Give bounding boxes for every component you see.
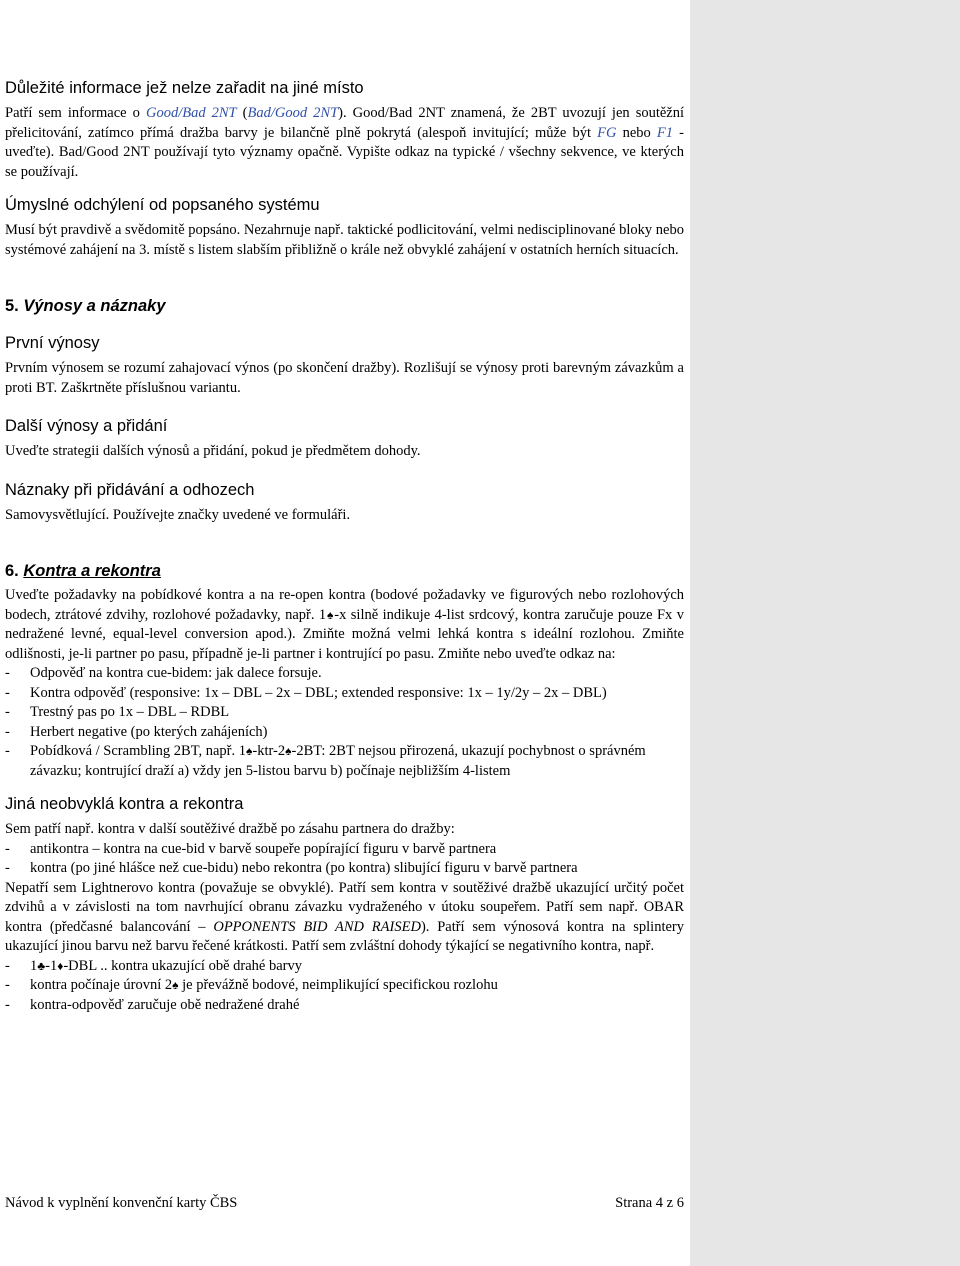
term-good-bad: Good/Bad 2NT [145,105,237,121]
spade-icon: ♠ [285,744,292,758]
list-item: - kontra-odpověď zaručuje obě nedražené drahé [5,996,684,1016]
negative-double-list [5,957,684,1016]
list-item: - Trestný pas po 1x – DBL – RDBL [5,703,684,723]
list-item: - Herbert negative (po kterých zahájeních) [5,723,684,743]
paragraph: Patří sem informace o Good/Bad 2NT (Bad/Good 2NT). Good/Bad 2NT znamená, že 2BT uvozují jen soutěžní přelicitování, zatímco přímá dražba barvy je bilančně plně pokrytá (alespoň invitující; může být FG nebo F1 - uveďte). Bad/Good 2NT používají tyto významy opačně. Vypište odkaz na typické / všechny sekvence, ve kterých se používají. [5,105,685,180]
section-heading: Další výnosy a přidání [5,417,168,435]
unusual-double-list [5,840,684,879]
club-icon: ♣ [37,958,46,973]
spade-icon: ♠ [326,607,335,622]
double-list [5,664,684,781]
list-item: - Odpověď na kontra cue-bidem: jak dalece forsuje. [5,664,684,684]
list-item: - antikontra – kontra na cue-bid v barvě soupeře popírající figuru v barvě partnera [5,840,684,860]
paragraph: Samovysvětlující. Používejte značky uvedené ve formuláři. [5,506,351,523]
paragraph: Musí být pravdivě a svědomitě popsáno. Nezahrnuje např. taktické podlicitování, velmi nedisciplinované bloky nebo systémové zahájení na 3. místě s listem slabším přibližně o krále než obvyklé zahájení v ostatních herních situacích. [5,222,684,258]
diamond-icon: ♦ [57,958,64,973]
footer-title: Návod k vyplnění konvenční karty ČBS [5,1195,238,1211]
term-bad-good: Bad/Good 2NT [247,105,339,121]
page-content [5,78,684,1015]
term-fg: FG [597,124,617,141]
section-heading: Důležité informace jež nelze zařadit na jiné místo [5,79,364,97]
spade-icon: ♠ [172,978,179,992]
list-item: - Pobídková / Scrambling 2BT, např. 1♠-ktr-2♠-2BT: 2BT nejsou přirozená, ukazují pochybnost o správném závazku; kontrující draží a) vždy jen 5-listou barvu b) počínaje nejbližším 4-listem [5,742,684,781]
section-heading: Jiná neobvyklá kontra a rekontra [5,795,244,813]
spade-icon: ♠ [246,744,253,758]
list-item: - kontra počínaje úrovní 2♠ je převážně bodové, neimplikující specifickou rozlohu [5,976,684,996]
term-f1: F1 [656,124,674,141]
page-footer [5,1194,684,1213]
list-item: - kontra (po jiné hlášce než cue-bidu) nebo rekontra (po kontra) slibující figuru v barvě partnera [5,859,684,879]
paragraph: Uveďte požadavky na pobídkové kontra a na re-open kontra (bodové požadavky ve figurových nebo rozlohových bodech, ztrátové zdvihy, rozlohové požadavky, např. 1♠-x silně indikuje 4-list srdcový, kontra zaručuje pouze Fx v nedražené levné, equal-level conversion apod.). Zmiňte možná velmi lehká kontra s ideální rozlohou. Zmiňte odlišnosti, je-li partner po pasu, případně je-li partner i kontrující po pasu. Zmiňte nebo uveďte odkaz na: [5,587,684,662]
section-heading: Úmyslné odchýlení od popsaného systému [5,196,320,214]
chapter-heading: 6. Kontra a rekontra [5,562,161,580]
page-number: Strana 4 z 6 [615,1195,684,1211]
section-heading: První výnosy [5,334,100,352]
paragraph: Prvním výnosem se rozumí zahajovací výnos (po skončení dražby). Rozlišují se výnosy proti barevným závazkům a proti BT. Zaškrtněte příslušnou variantu. [5,360,684,396]
paragraph: Nepatří sem Lightnerovo kontra (považuje se obvyklé). Patří sem kontra v soutěživé dražbě ukazující určitý počet zdvihů a v závislosti na tom navrhující obranu závazku vydraženého v útoku soupeřem. Patří sem např. OBAR kontra (předčasné balancování – OPPONENTS BID AND RAISED). Patří sem výnosová kontra na splintery ukazující jinou barvu než barvu řečené krátkosti. Patří sem zvláštní dohody týkající se negativního kontra, např. [5,879,684,954]
list-item: - Kontra odpověď (responsive: 1x – DBL – 2x – DBL; extended responsive: 1x – 1y/2y – 2x – DBL) [5,684,684,704]
paragraph: Uveďte strategii dalších výnosů a přidání, pokud je předmětem dohody. [5,443,421,459]
chapter-heading: 5. Výnosy a náznaky [5,297,166,315]
section-heading: Náznaky při přidávání a odhozech [5,480,255,499]
list-item: - 1♣-1♦-DBL .. kontra ukazující obě drahé barvy [5,957,684,977]
paragraph: Sem patří např. kontra v další soutěživé dražbě po zásahu partnera do dražby: [5,821,455,837]
comment-sidebar [690,0,960,1266]
